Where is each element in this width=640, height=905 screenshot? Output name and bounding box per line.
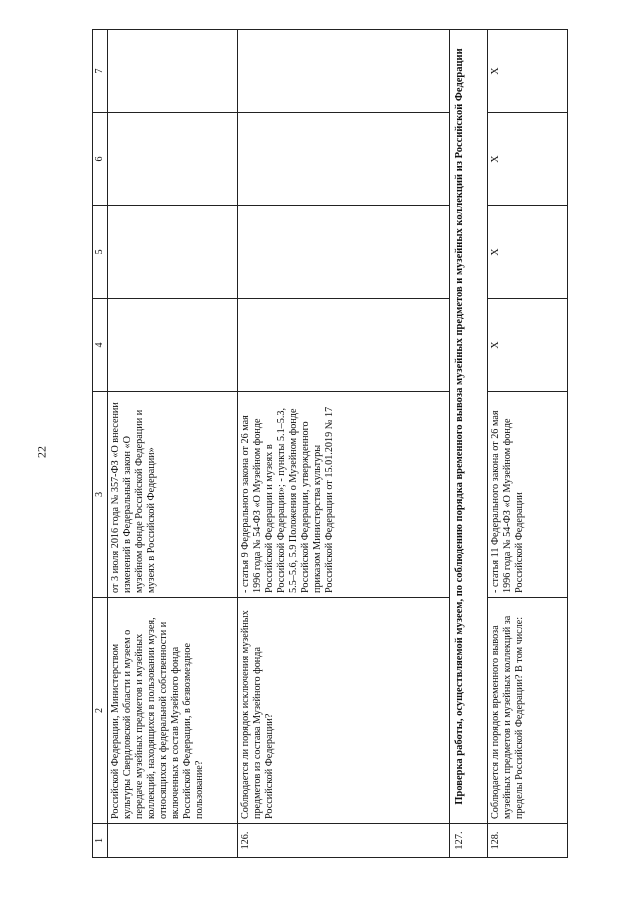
row-mark-6 bbox=[108, 113, 238, 206]
row-question: Российской Федерации, Министерством культуры Свердловской области и музеем о передаче музейных предметов и музейных коллекций, находящихся в пользовании музея, относящихся к федеральной собственности и включенных в состав Музейного фонда Российской Федерации, в безвозмездное пользование? bbox=[108, 598, 238, 824]
row-mark-6 bbox=[238, 113, 450, 206]
row-question: Соблюдается ли порядок временного вывоза музейных предметов и музейных коллекций за пределы Российской Федерации? В том числе: bbox=[488, 598, 568, 824]
row-mark-7: X bbox=[488, 30, 568, 113]
col-header-4: 4 bbox=[93, 299, 108, 392]
section-row bbox=[450, 30, 488, 858]
col-header-3: 3 bbox=[93, 392, 108, 598]
rotated-table-wrapper bbox=[92, 30, 592, 858]
row-mark-4 bbox=[238, 299, 450, 392]
row-mark-6: X bbox=[488, 113, 568, 206]
table-row bbox=[238, 30, 450, 858]
col-header-5: 5 bbox=[93, 206, 108, 299]
row-legal-basis: - статья 11 Федерального закона от 26 мая 1996 года № 54-ФЗ «О Музейном фонде Российской Федерации bbox=[488, 392, 568, 598]
row-mark-4: X bbox=[488, 299, 568, 392]
row-number: 127. bbox=[450, 824, 488, 858]
row-number: 128. bbox=[488, 824, 568, 858]
col-header-2: 2 bbox=[93, 598, 108, 824]
row-mark-7 bbox=[238, 30, 450, 113]
row-mark-4 bbox=[108, 299, 238, 392]
row-mark-5 bbox=[238, 206, 450, 299]
row-mark-7 bbox=[108, 30, 238, 113]
table-row bbox=[488, 30, 568, 858]
row-question: Соблюдается ли порядок исключения музейных предметов из состава Музейного фонда Российской Федерации? bbox=[238, 598, 450, 824]
row-mark-5 bbox=[108, 206, 238, 299]
row-mark-5: X bbox=[488, 206, 568, 299]
col-header-1: 1 bbox=[93, 824, 108, 858]
row-number bbox=[108, 824, 238, 858]
col-header-6: 6 bbox=[93, 113, 108, 206]
row-legal-basis: - статья 9 Федерального закона от 26 мая 1996 года № 54-ФЗ «О Музейном фонде Российской Федерации и музеях в Российской Федерации»; - пункты 5.1–5.3, 5.5–5.6, 5.9 Положения о Музейном фонде Российской Федерации, утвержденного приказом Министерства культуры Российской Федерации от 15.01.2019 № 17 bbox=[238, 392, 450, 598]
row-legal-basis: от 3 июля 2016 года № 357-ФЗ «О внесении изменений в Федеральный закон «О музейном фонде Российской Федерации и музеях в Российской Федерации» bbox=[108, 392, 238, 598]
section-title: Проверка работы, осуществляемой музеем, по соблюдению порядка временного вывоза музейных предметов и музейных коллекций из Российской Федерации bbox=[450, 30, 488, 824]
inspection-table bbox=[92, 29, 568, 858]
table-row bbox=[108, 30, 238, 858]
page-number: 22 bbox=[34, 446, 49, 458]
row-number: 126. bbox=[238, 824, 450, 858]
col-header-7: 7 bbox=[93, 30, 108, 113]
column-number-row bbox=[93, 30, 108, 858]
